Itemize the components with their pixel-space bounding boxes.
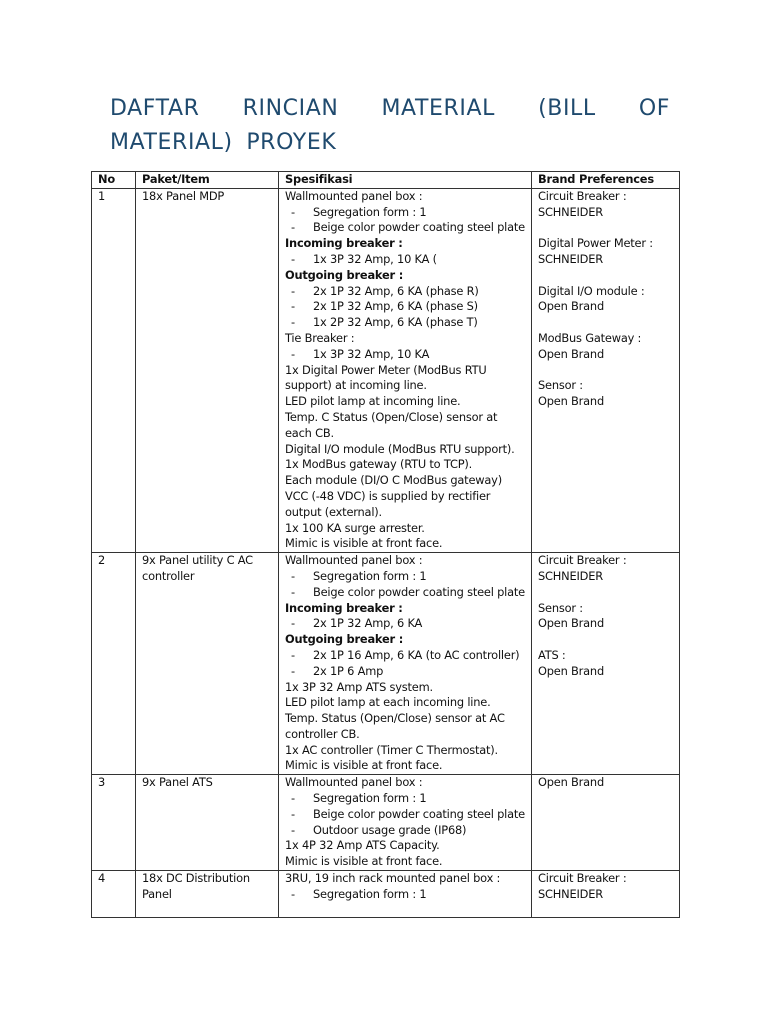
brand-group [538,871,675,903]
brand-component: Circuit Breaker : [538,553,627,568]
spec-bullet-line [285,205,527,221]
brand-component: Sensor : [538,378,583,393]
brand-component: Circuit Breaker : [538,188,627,203]
spec-bullet-text: 1x 3P 32 Amp, 10 KA [313,346,430,361]
spec-line: Temp. Status (Open/Close) sensor at AC controller CB. [285,711,505,741]
spec-line: 1x 4P 32 Amp ATS Capacity. [285,838,440,853]
spec-bullet-text: Beige color powder coating steel plate [313,220,525,235]
spec-heading-line: Outgoing breaker : [285,632,404,647]
spec-bullet-text: 2x 1P 6 Amp [313,663,384,678]
spec-line: 1x AC controller (Timer C Thermostat). [285,742,498,757]
table-row [92,188,680,552]
spec-line: 3RU, 19 inch rack mounted panel box : [285,871,501,886]
brand-component: Digital Power Meter : [538,236,653,251]
spec-line: Mimic is visible at front face. [285,758,443,773]
spec-line: Wallmounted panel box : [285,188,423,203]
spec-line: Mimic is visible at front face. [285,536,443,551]
row-item: 9x Panel ATS [136,775,279,871]
spec-bullet-line [285,284,527,300]
spec-bullet-line [285,791,527,807]
brand-name: Open Brand [538,346,604,361]
brand-name: SCHNEIDER [538,886,603,901]
brand-name: Open Brand [538,663,604,678]
brand-name: Open Brand [538,394,604,409]
row-item: 18x DC Distribution Panel [136,871,279,918]
spec-heading-line: Outgoing breaker : [285,267,404,282]
spec-line: LED pilot lamp at each incoming line. [285,695,491,710]
brand-group [538,601,675,633]
table-row [92,553,680,775]
brand-component: Sensor : [538,600,583,615]
bullet-dash: - [291,822,295,837]
row-brand-preferences [532,553,680,775]
spec-bullet-text: 2x 1P 16 Amp, 6 KA (to AC controller) [313,647,520,662]
brand-component: ModBus Gateway : [538,330,642,345]
bill-of-material-table [91,171,680,918]
bullet-dash: - [291,283,295,298]
brand-name: Open Brand [538,616,604,631]
spec-bullet-text: Segregation form : 1 [313,791,427,806]
row-brand-preferences [532,188,680,552]
spec-bullet-line [285,220,527,236]
spec-bullet-line [285,664,527,680]
brand-component: Digital I/O module : [538,283,645,298]
row-specification [279,188,532,552]
spec-bullet-text: 2x 1P 32 Amp, 6 KA [313,616,423,631]
row-number: 4 [92,871,136,918]
bullet-dash: - [291,220,295,235]
spec-line: LED pilot lamp at incoming line. [285,394,461,409]
spec-bullet-line [285,887,527,903]
bullet-dash: - [291,663,295,678]
brand-group [538,284,675,316]
row-brand-preferences [532,871,680,918]
brand-name: SCHNEIDER [538,568,603,583]
table-header-row [92,172,680,189]
spec-bullet-text: 2x 1P 32 Amp, 6 KA (phase R) [313,283,479,298]
spec-bullet-text: Outdoor usage grade (IP68) [313,822,467,837]
spec-bullet-line [285,569,527,585]
header-brand: Brand Preferences [532,172,680,189]
spec-bullet-line [285,299,527,315]
spec-bullet-text: Segregation form : 1 [313,568,427,583]
spec-bullet-line [285,616,527,632]
spec-line: Mimic is visible at front face. [285,854,443,869]
spec-line: Digital I/O module (ModBus RTU support). [285,441,515,456]
brand-group [538,236,675,268]
spec-line: Wallmounted panel box : [285,775,423,790]
row-item: 18x Panel MDP [136,188,279,552]
row-number: 2 [92,553,136,775]
spec-line: Wallmounted panel box : [285,553,423,568]
brand-component: ATS : [538,647,566,662]
bullet-dash: - [291,886,295,901]
brand-name: SCHNEIDER [538,251,603,266]
spec-bullet-text: Beige color powder coating steel plate [313,806,525,821]
row-number: 3 [92,775,136,871]
spec-bullet-line [285,823,527,839]
spec-bullet-text: Segregation form : 1 [313,886,427,901]
spec-bullet-line [285,648,527,664]
table-row [92,871,680,918]
brand-group [538,775,675,791]
spec-line: Temp. C Status (Open/Close) sensor at each CB. [285,409,498,440]
bullet-dash: - [291,791,295,806]
bullet-dash: - [291,315,295,330]
brand-group [538,378,675,410]
row-specification [279,775,532,871]
table-row [92,775,680,871]
spec-bullet-line [285,347,527,363]
spec-bullet-text: Segregation form : 1 [313,204,427,219]
bullet-dash: - [291,584,295,599]
bullet-dash: - [291,616,295,631]
row-specification [279,553,532,775]
spec-line: 1x ModBus gateway (RTU to TCP). [285,457,473,472]
brand-component: Circuit Breaker : [538,871,627,886]
spec-bullet-text: Beige color powder coating steel plate [313,584,525,599]
brand-group [538,553,675,585]
table-body [92,188,680,917]
spec-line: 1x 100 KA surge arrester. [285,520,425,535]
spec-bullet-text: 1x 3P 32 Amp, 10 KA ( [313,251,437,266]
spec-line: Tie Breaker : [285,330,355,345]
bullet-dash: - [291,299,295,314]
spec-bullet-line [285,807,527,823]
spec-bullet-text: 2x 1P 32 Amp, 6 KA (phase S) [313,299,478,314]
spec-line: 1x 3P 32 Amp ATS system. [285,679,433,694]
spec-bullet-text: 1x 2P 32 Amp, 6 KA (phase T) [313,315,478,330]
bullet-dash: - [291,204,295,219]
header-item: Paket/Item [136,172,279,189]
row-specification [279,871,532,918]
header-spec: Spesifikasi [279,172,532,189]
spec-line: 1x Digital Power Meter (ModBus RTU support) at incoming line. [285,362,487,393]
bullet-dash: - [291,251,295,266]
spec-bullet-line [285,315,527,331]
spec-line: Each module (DI/O C ModBus gateway) VCC (-48 VDC) is supplied by rectifier output (external). [285,473,502,519]
bullet-dash: - [291,346,295,361]
brand-name: Open Brand [538,775,604,790]
row-item: 9x Panel utility C AC controller [136,553,279,775]
spec-bullet-line [285,585,527,601]
bullet-dash: - [291,806,295,821]
header-no: No [92,172,136,189]
brand-name: SCHNEIDER [538,204,603,219]
spec-heading-line: Incoming breaker : [285,600,403,615]
row-brand-preferences [532,775,680,871]
bullet-dash: - [291,647,295,662]
bullet-dash: - [291,568,295,583]
spec-heading-line: Incoming breaker : [285,236,403,251]
spec-bullet-line [285,252,527,268]
brand-group [538,648,675,680]
row-number: 1 [92,188,136,552]
brand-name: Open Brand [538,299,604,314]
brand-group [538,331,675,363]
document-title: DAFTAR RINCIAN MATERIAL (BILL OF MATERIAL) PROYEK [110,96,670,155]
brand-group [538,189,675,221]
